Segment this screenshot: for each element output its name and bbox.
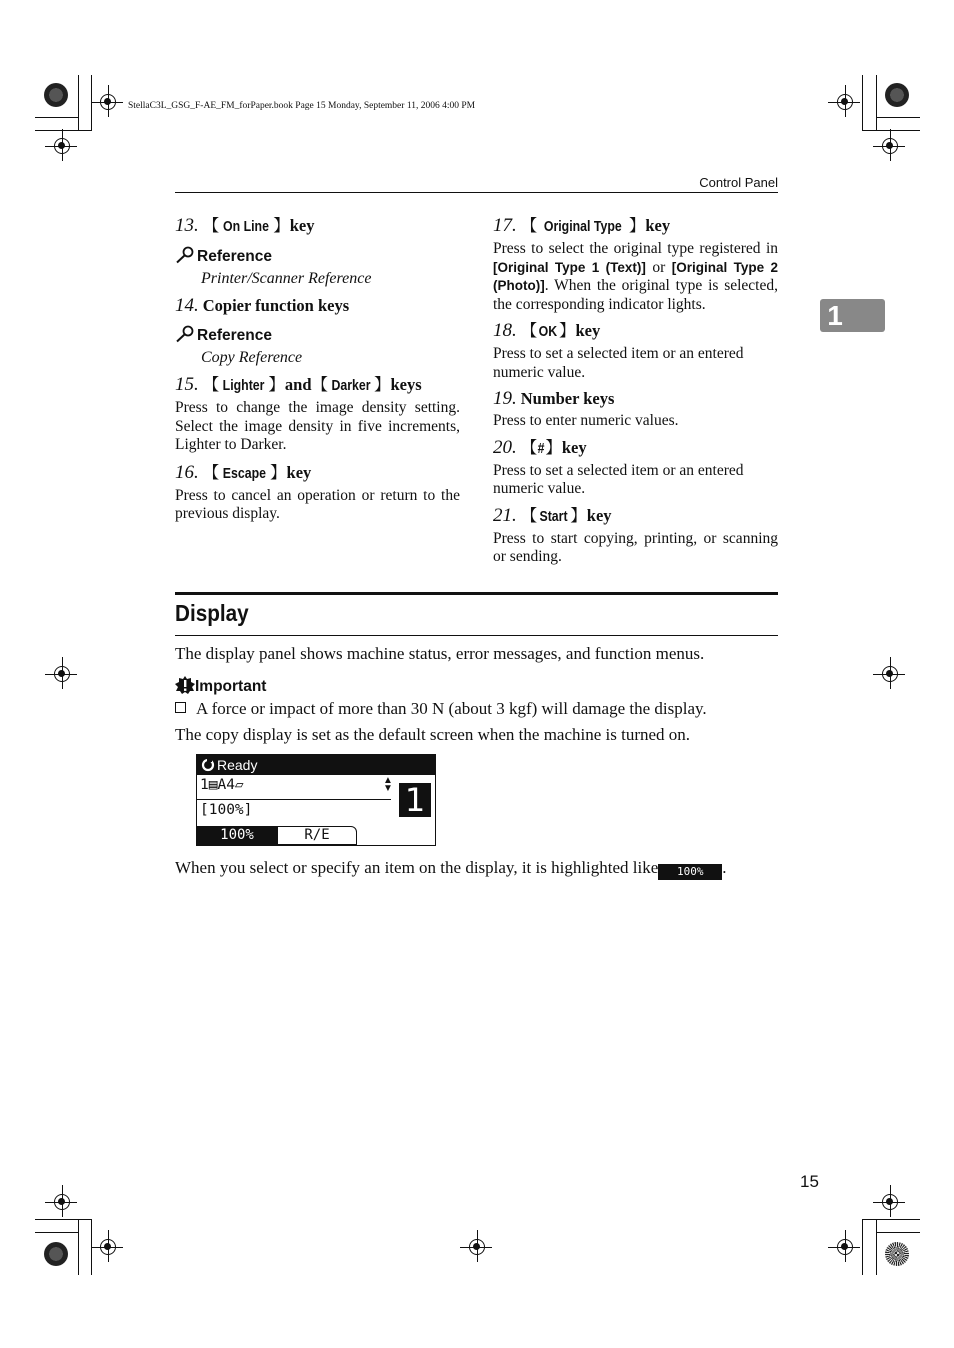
- chapter-tab: [820, 299, 885, 332]
- crop-line: [876, 117, 920, 118]
- left-column: [175, 215, 460, 524]
- lcd-display-illustration: [196, 754, 436, 846]
- item-18-body: Press to set a selected item or an entered numeric value.: [493, 345, 744, 381]
- crosshair-mark: [882, 1194, 898, 1210]
- checkbox-icon: [175, 702, 186, 713]
- crop-line: [78, 1220, 79, 1275]
- running-head: Control Panel: [699, 175, 778, 190]
- highlight-sample: 100%: [658, 864, 722, 880]
- crop-line: [862, 130, 920, 131]
- crop-line: [78, 75, 79, 130]
- right-column: [493, 215, 778, 567]
- crosshair-mark: [100, 1239, 116, 1255]
- highlight-note: When you select or specify an item on the display, it is highlighted like 100% .: [175, 858, 727, 878]
- print-slug: StellaC3L_GSG_F-AE_FM_forPaper.book Page 15 Monday, September 11, 2006 4:00 PM: [128, 101, 476, 111]
- registration-sun-bottom-left: [44, 1242, 68, 1266]
- reference-heading: Reference: [175, 246, 460, 267]
- crosshair-mark: [882, 138, 898, 154]
- lcd-row-paper: 1▤A4▱: [200, 777, 244, 793]
- crop-line: [862, 1219, 920, 1220]
- lcd-row-ratio: [100%]: [200, 802, 253, 818]
- crop-line: [862, 75, 863, 130]
- item-20-heading: 20. 【#】key: [493, 436, 587, 458]
- item-20-body: Press to set a selected item or an entered numeric value.: [493, 461, 744, 497]
- crop-line: [876, 75, 877, 130]
- lcd-status-bar: [197, 755, 435, 775]
- lcd-divider: [197, 799, 391, 800]
- reference-text: Copy Reference: [201, 349, 303, 366]
- crosshair-mark: [837, 94, 853, 110]
- crop-line: [35, 117, 79, 118]
- reference-text: Printer/Scanner Reference: [201, 270, 372, 287]
- lcd-tab-re: R/E: [277, 826, 357, 845]
- registration-sun-top-right: [885, 83, 909, 107]
- section-rule: [175, 592, 778, 595]
- item-21-body: Press to start copying, printing, or scanning or sending.: [493, 529, 778, 565]
- important-heading: Important: [175, 676, 266, 696]
- crop-line: [35, 1232, 79, 1233]
- item-14-heading: 14. Copier function keys: [175, 295, 350, 316]
- item-21-heading: 21. 【 Start 】key: [493, 504, 612, 526]
- item-18-heading: 18. 【 OK】key: [493, 320, 601, 341]
- chapter-number: 1: [827, 300, 843, 331]
- crop-line: [35, 1219, 92, 1220]
- magnifier-icon: [175, 325, 195, 343]
- crop-line: [862, 1220, 863, 1275]
- default-screen-note: The copy display is set as the default screen when the machine is turned on.: [175, 725, 691, 744]
- section-title: Display: [175, 600, 249, 626]
- important-item: A force or impact of more than 30 N (about 3 kgf) will damage the display.: [175, 698, 707, 720]
- crosshair-mark: [54, 666, 70, 682]
- crop-line: [876, 1220, 877, 1275]
- lcd-status-text: Ready: [217, 757, 258, 773]
- ready-icon: [201, 758, 215, 772]
- display-intro: The display panel shows machine status, error messages, and function menus.: [175, 644, 705, 663]
- lcd-tab-100: 100%: [197, 826, 277, 845]
- magnifier-icon: [175, 246, 195, 264]
- important-icon: [175, 676, 195, 694]
- item-15-body: Press to change the image density setting. Select the image density in five increments, Lighter to Darker.: [175, 399, 460, 453]
- crop-line: [876, 1232, 920, 1233]
- crop-line: [35, 130, 92, 131]
- item-19-heading: 19. Number keys: [493, 388, 615, 409]
- crosshair-mark: [100, 94, 116, 110]
- crosshair-mark: [882, 666, 898, 682]
- reference-heading: Reference: [175, 325, 460, 346]
- up-down-arrows-icon: ▲ ▼: [383, 775, 393, 794]
- item-13-heading: 13. 【 On Line 】key: [175, 215, 315, 236]
- page-number: 15: [800, 1172, 819, 1191]
- item-15-heading: 15. 【 Lighter 】and【 Darker 】keys: [175, 374, 422, 395]
- item-17-body: Press to select the original type registered in [Original Type 1 (Text)] or [Original Type 2 (Photo)]. When the original type is selected, the corresponding indicator lights.: [493, 240, 778, 313]
- item-16-heading: 16. 【 Escape 】key: [175, 461, 312, 483]
- item-17-heading: 17. 【 Original Type 】key: [493, 215, 671, 236]
- header-rule: [175, 192, 778, 193]
- crosshair-mark: [54, 1194, 70, 1210]
- registration-sun-top-left: [44, 83, 68, 107]
- crosshair-mark: [469, 1239, 485, 1255]
- crosshair-mark: [54, 138, 70, 154]
- registration-sun-bottom-right: [885, 1242, 909, 1266]
- item-19-body: Press to enter numeric values.: [493, 412, 679, 429]
- lcd-copy-count: 1: [399, 783, 431, 817]
- section-title-rule: [175, 635, 778, 636]
- item-16-body: Press to cancel an operation or return to the previous display.: [175, 486, 460, 522]
- crosshair-mark: [837, 1239, 853, 1255]
